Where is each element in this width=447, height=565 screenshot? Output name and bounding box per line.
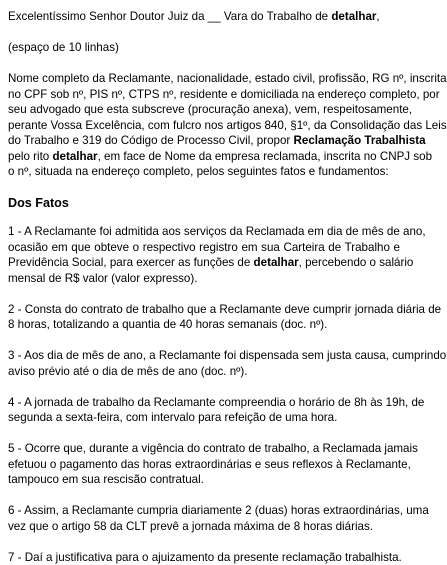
fact-paragraph: [8, 302, 400, 333]
procedure-placeholder: detalhar: [52, 150, 97, 163]
intro-text: pelo rito: [8, 150, 52, 163]
fact-text: , percebendo o salário: [299, 256, 414, 269]
fact-paragraph: [8, 503, 400, 534]
fact-line: segunda a sexta-feira, com intervalo para refeição de uma hora.: [8, 410, 400, 426]
fact-paragraph: [8, 395, 400, 426]
intro-paragraph: [8, 71, 400, 180]
fact-line: 4 - A jornada de trabalho da Reclamante compreendia o horário de 8h às 19h, de: [8, 395, 400, 411]
intro-line: perante Vossa Excelência, com fulcro nos artigos 840, §1º, da Consolidação das Leis: [8, 118, 400, 134]
fact-line: 2 - Consta do contrato de trabalho que a Reclamante deve cumprir jornada diária de: [8, 302, 400, 318]
fact-line: ocasião em que obteve o respectivo registro em sua Carteira de Trabalho e: [8, 240, 400, 256]
fact-paragraph: [8, 550, 400, 565]
fact-line: mensal de R$ valor (valor expresso).: [8, 271, 400, 287]
role-placeholder: detalhar: [254, 256, 299, 269]
fact-line: 5 - Ocorre que, durante a vigência do contrato de trabalho, a Reclamada jamais: [8, 441, 400, 457]
fact-line: 1 - A Reclamante foi admitida aos serviços da Reclamada em dia de mês de ano,: [8, 224, 400, 240]
intro-line: [8, 133, 400, 149]
section-title: Dos Fatos: [8, 195, 400, 211]
intro-line: seu advogado que esta subscreve (procuração anexa), vem, respeitosamente,: [8, 102, 400, 118]
intro-line: o nº, situada na endereço completo, pelos seguintes fatos e fundamentos:: [8, 164, 400, 180]
fact-line: 6 - Assim, a Reclamante cumpria diariamente 2 (duas) horas extraordinárias, uma: [8, 503, 400, 519]
intro-text: , em face de Nome da empresa reclamada, inscrita no CNPJ sob: [98, 150, 432, 163]
fact-line: tampouco em sua rescisão contratual.: [8, 472, 400, 488]
fact-line: 7 - Daí a justificativa para o ajuizamento da presente reclamação trabalhista.: [8, 550, 400, 565]
claim-type: Reclamação Trabalhista: [294, 134, 426, 147]
addressee-city-placeholder: detalhar: [331, 10, 376, 23]
fact-paragraph: [8, 441, 400, 488]
spacing-note: (espaço de 10 linhas): [8, 40, 400, 56]
fact-paragraph: [8, 348, 400, 379]
fact-line: [8, 255, 400, 271]
addressee-line: [8, 9, 400, 25]
intro-line: no CPF sob nº, PIS nº, CTPS nº, residente e domiciliada na endereço completo, por: [8, 87, 400, 103]
addressee-punctuation: ,: [376, 10, 379, 23]
fact-line: 8 horas, totalizando a quantia de 40 horas semanais (doc. nº).: [8, 317, 400, 333]
addressee-text: Excelentíssimo Senhor Doutor Juiz da __ Vara do Trabalho de: [8, 10, 331, 23]
fact-line: 3 - Aos dia de mês de ano, a Reclamante foi dispensada sem justa causa, cumprindo: [8, 348, 400, 364]
fact-paragraph: [8, 224, 400, 286]
fact-line: vez que o artigo 58 da CLT prevê a jornada máxima de 8 horas diárias.: [8, 519, 400, 535]
fact-line: efetuou o pagamento das horas extraordinárias e seus reflexos à Reclamante,: [8, 457, 400, 473]
fact-line: aviso prévio até o dia de mês de ano (doc. nº).: [8, 364, 400, 380]
fact-text: Previdência Social, para exercer as funções de: [8, 256, 254, 269]
intro-line: [8, 149, 400, 165]
intro-line: Nome completo da Reclamante, nacionalidade, estado civil, profissão, RG nº, inscrita: [8, 71, 400, 87]
intro-text: do Trabalho e 319 do Código de Processo Civil, propor: [8, 134, 294, 147]
